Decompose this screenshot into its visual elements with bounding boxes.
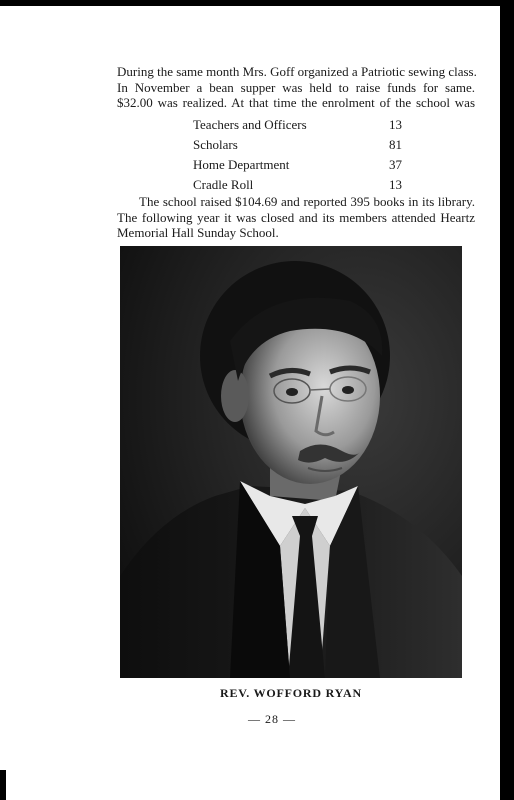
paragraph-library — [117, 194, 475, 241]
enrolment-row-scholars — [193, 135, 413, 155]
paragraph-patriotic-sewing — [117, 64, 475, 111]
paragraph1-line-1: During the same month Mrs. Goff organized a Patriotic sewing class. — [117, 64, 477, 79]
paragraph2-line-2: The following year it was closed and its members attended Heartz — [117, 209, 475, 225]
paragraph2-line-1: The school raised $104.69 and reported 395 books in its library. — [139, 194, 475, 209]
paragraph1-line-3: $32.00 was realized. At that time the enrolment of the school was — [117, 95, 475, 110]
enrolment-table — [193, 115, 413, 195]
scan-edge-top — [0, 0, 514, 6]
enrolment-label: Cradle Roll — [193, 177, 254, 192]
enrolment-value: 37 — [389, 157, 402, 172]
enrolment-label: Teachers and Officers — [193, 117, 307, 132]
portrait-illustration — [120, 246, 462, 678]
portrait-photo — [120, 246, 462, 678]
enrolment-label: Home Department — [193, 157, 290, 172]
paragraph2-line-3: Memorial Hall Sunday School. — [117, 225, 279, 240]
enrolment-value: 13 — [389, 177, 402, 192]
page-number: — 28 — — [248, 712, 296, 726]
enrolment-label: Scholars — [193, 137, 238, 152]
enrolment-row-cradle-roll — [193, 175, 413, 195]
enrolment-value: 13 — [389, 117, 402, 132]
enrolment-row-home-department — [193, 155, 413, 175]
enrolment-value: 81 — [389, 137, 402, 152]
scan-edge-right — [500, 0, 514, 800]
photo-caption: REV. WOFFORD RYAN — [220, 686, 362, 700]
paragraph1-line-2: In November a bean supper was held to raise funds for same. — [117, 79, 475, 95]
scan-edge-bottom-left — [0, 770, 6, 800]
enrolment-row-teachers — [193, 115, 413, 135]
